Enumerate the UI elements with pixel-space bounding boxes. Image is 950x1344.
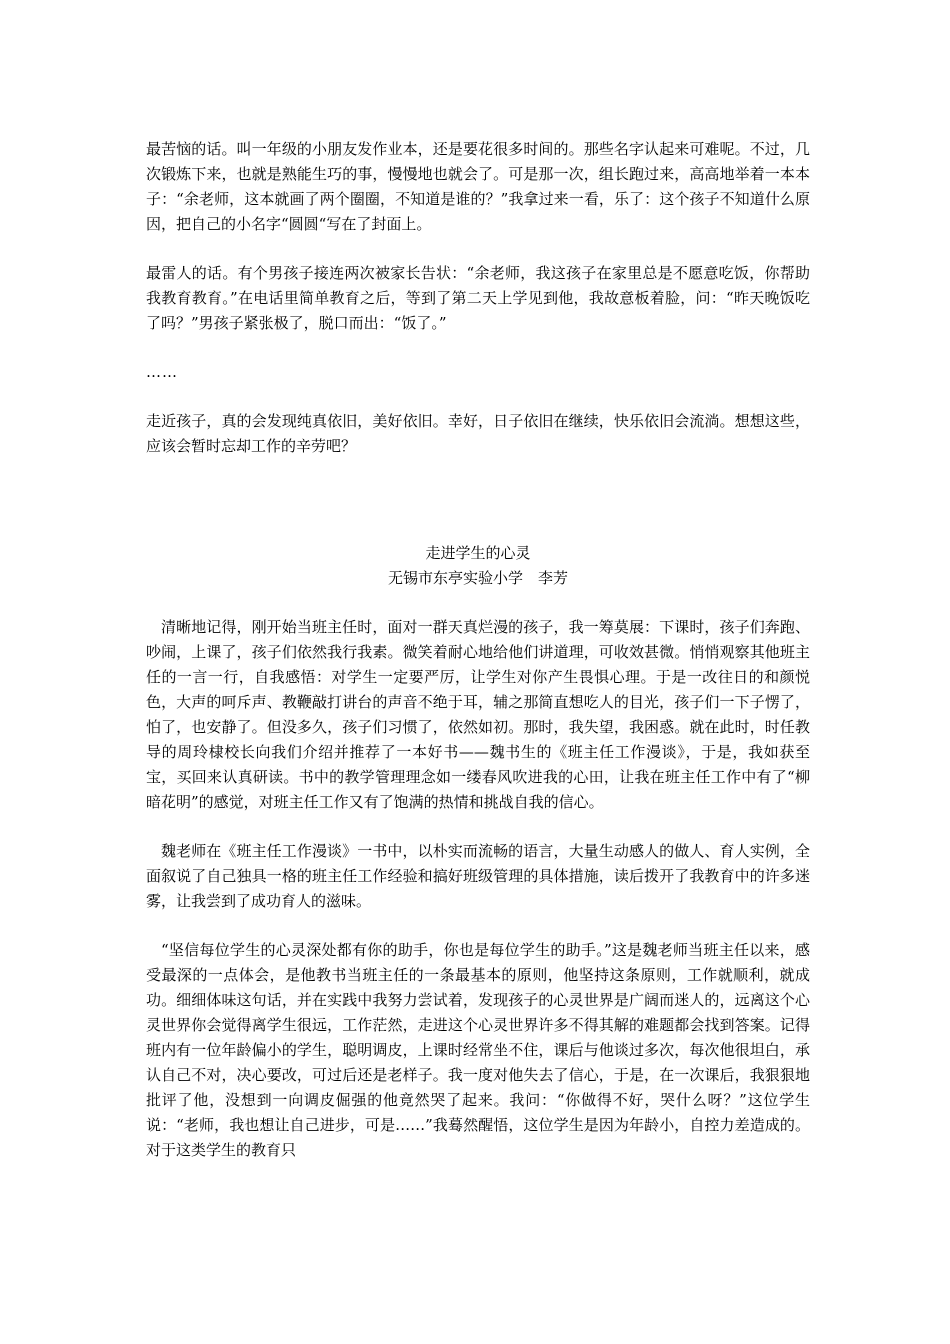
article-paragraph-2: 魏老师在《班主任工作漫谈》一书中，以朴实而流畅的语言，大量生动感人的做人、育人实例，全面叙说了自己独具一格的班主任工作经验和搞好班级管理的具体措施，读后拨开了我教育中的许多迷雾，让我尝到了成功育人的滋味。	[146, 842, 810, 910]
section-gap	[146, 459, 810, 541]
document-page	[146, 137, 810, 1163]
article-paragraph-3: “坚信每位学生的心灵深处都有你的助手，你也是每位学生的助手。”这是魏老师当班主任以来，感受最深的一点体会，是他教书当班主任的一条最基本的原则，他坚持这条原则，工作就顺利，就成功。细细体味这句话，并在实践中我努力尝试着，发现孩子的心灵世界是广阔而迷人的，远离这个心灵世界你会觉得离学生很远，工作茫然，走进这个心灵世界许多不得其解的难题都会找到答案。记得班内有一位年龄偏小的学生，聪明调皮，上课时经常坐不住，课后与他谈过多次，每次他很坦白，承认自己不对，决心要改，可过后还是老样子。我一度对他失去了信心，于是，在一次课后，我狠狠地批评了他，没想到一向调皮倔强的他竟然哭了起来。我问：“你做得不好，哭什么呀？”这位学生说：“老师，我也想让自己进步，可是……”我蓦然醒悟，这位学生是因为年龄小，自控力差造成的。对于这类学生的教育只	[146, 941, 810, 1159]
article-byline: 无锡市东亭实验小学 李芳	[387, 569, 568, 587]
paragraph-gap	[146, 591, 810, 615]
paragraph-gap	[146, 914, 810, 938]
paragraph-gap	[146, 385, 810, 409]
paragraph-funny-words: 最雷人的话。有个男孩子接连两次被家长告状：“余老师，我这孩子在家里总是不愿意吃饭，你帮助我教育教育。”在电话里简单教育之后，等到了第二天上学见到他，我故意板着脸，问：“昨天晚饭吃了吗？”男孩子紧张极了，脱口而出：“饭了。”	[146, 264, 810, 332]
article-title: 走进学生的心灵	[425, 544, 531, 562]
paragraph-gap	[146, 815, 810, 839]
paragraph-closing: 走近孩子，真的会发现纯真依旧，美好依旧。幸好，日子依旧在继续，快乐依旧会流淌。想想这些，应该会暂时忘却工作的辛劳吧？	[146, 412, 810, 455]
paragraph-gap	[146, 336, 810, 360]
article-paragraph-1: 清晰地记得，刚开始当班主任时，面对一群天真烂漫的孩子，我一筹莫展：下课时，孩子们奔跑、吵闹，上课了，孩子们依然我行我素。微笑着耐心地给他们讲道理，可收效甚微。悄悄观察其他班主任的一言一行，自我感悟：对学生一定要严厉，让学生对你产生畏惧心理。于是一改往日的和颜悦色，大声的呵斥声、教鞭敲打讲台的声音不绝于耳，辅之那简直想吃人的目光，孩子们一下子愣了，怕了，也安静了。但没多久，孩子们习惯了，依然如初。那时，我失望，我困惑。就在此时，时任教导的周玲棣校长向我们介绍并推荐了一本好书——魏书生的《班主任工作漫谈》，于是，我如获至宝，买回来认真研读。书中的教学管理理念如一缕春风吹进我的心田，让我在班主任工作中有了“柳暗花明”的感觉，对班主任工作又有了饱满的热情和挑战自我的信心。	[146, 618, 810, 811]
paragraph-gap	[146, 237, 810, 261]
paragraph-annoying-words: 最苦恼的话。叫一年级的小朋友发作业本，还是要花很多时间的。那些名字认起来可难呢。不过，几次锻炼下来，也就是熟能生巧的事，慢慢地也就会了。可是那一次，组长跑过来，高高地举着一本本子：“余老师，这本就画了两个圈圈，不知道是谁的？”我拿过来一看，乐了：这个孩子不知道什么原因，把自己的小名字“圆圆“写在了封面上。	[146, 140, 810, 233]
ellipsis-line: ……	[146, 363, 178, 381]
article-heading	[146, 541, 810, 591]
